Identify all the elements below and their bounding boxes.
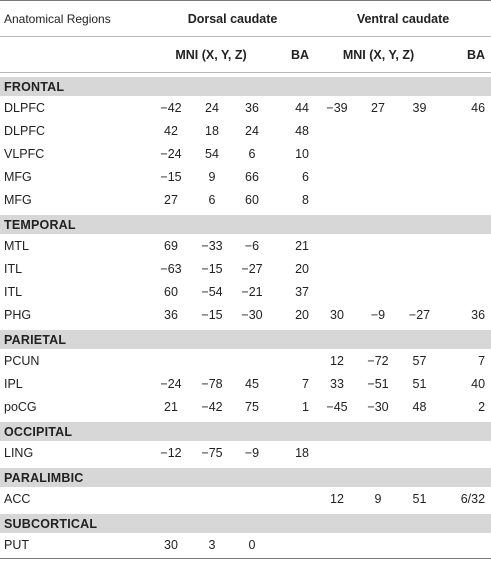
section-header-row: [0, 215, 491, 234]
ventral-z-cell: 48: [412, 399, 427, 414]
ventral-x-cell: 33: [330, 376, 344, 391]
dorsal-z-cell: 75: [245, 399, 259, 414]
dorsal-x-cell: 42: [164, 123, 178, 138]
dorsal-ba-header: BA: [290, 47, 309, 62]
ventral-ba-cell: [442, 533, 491, 556]
region-cell: PCUN: [4, 353, 40, 368]
dorsal-z-cell: 0: [248, 537, 256, 552]
ventral-y-cell: [359, 533, 397, 556]
dorsal-y-cell: [192, 349, 232, 372]
dorsal-y-cell: −78: [201, 376, 223, 391]
ventral-ba-cell: [442, 142, 491, 165]
table-row: [0, 349, 491, 372]
dorsal-x-cell: −12: [160, 445, 182, 460]
dorsal-y-cell: 6: [208, 192, 216, 207]
dorsal-ba-cell: 8: [302, 192, 309, 207]
section-title: PARALIMBIC: [0, 468, 491, 487]
dorsal-y-cell: 18: [205, 123, 219, 138]
header-row-groups: [0, 1, 491, 37]
ventral-x-cell: [315, 280, 359, 303]
section-header-row: [0, 422, 491, 441]
region-cell: MTL: [4, 238, 29, 253]
ventral-ba-cell: [442, 441, 491, 464]
section-title: PARIETAL: [0, 330, 491, 349]
ventral-y-cell: −72: [367, 353, 389, 368]
dorsal-z-cell: −21: [241, 284, 263, 299]
dorsal-x-cell: 21: [164, 399, 178, 414]
ventral-ba-cell: [442, 257, 491, 280]
section-title: TEMPORAL: [0, 215, 491, 234]
ventral-y-cell: −9: [370, 307, 386, 322]
ventral-z-cell: [397, 188, 442, 211]
ventral-ba-cell: [442, 280, 491, 303]
ventral-z-cell: [397, 142, 442, 165]
dorsal-ba-cell: 7: [302, 376, 309, 391]
ventral-z-cell: 51: [412, 376, 427, 391]
ventral-ba-cell: [442, 165, 491, 188]
region-cell: ACC: [4, 491, 31, 506]
dorsal-y-cell: [192, 487, 232, 510]
ventral-ba-cell: 6/32: [460, 491, 486, 506]
ventral-ba-cell: 2: [478, 399, 486, 414]
ventral-z-cell: [397, 441, 442, 464]
ventral-x-cell: [315, 533, 359, 556]
ventral-y-cell: [359, 441, 397, 464]
table-row: [0, 165, 491, 188]
dorsal-z-cell: [232, 349, 272, 372]
region-column-header: Anatomical Regions: [4, 11, 111, 26]
table-row: [0, 533, 491, 556]
ventral-y-cell: −30: [367, 399, 389, 414]
ventral-y-cell: 27: [371, 100, 385, 115]
table-row: [0, 395, 491, 418]
section-header-row: [0, 514, 491, 533]
table-row: [0, 234, 491, 257]
dorsal-x-cell: −42: [160, 100, 182, 115]
ventral-z-cell: [397, 234, 442, 257]
ventral-caudate-header: Ventral caudate: [356, 11, 450, 26]
ventral-z-cell: [397, 533, 442, 556]
ventral-z-cell: [397, 119, 442, 142]
dorsal-ba-cell: 37: [295, 284, 309, 299]
dorsal-z-cell: 66: [245, 169, 259, 184]
ventral-y-cell: [359, 280, 397, 303]
region-cell: DLPFC: [4, 100, 45, 115]
dorsal-x-cell: 36: [164, 307, 178, 322]
ventral-y-cell: [359, 188, 397, 211]
dorsal-ba-cell: 20: [295, 307, 309, 322]
dorsal-x-cell: [150, 349, 192, 372]
dorsal-z-cell: [232, 487, 272, 510]
table-row: [0, 257, 491, 280]
dorsal-x-cell: 30: [164, 537, 178, 552]
dorsal-y-cell: −15: [201, 307, 223, 322]
dorsal-ba-cell: [272, 533, 315, 556]
ventral-y-cell: [359, 257, 397, 280]
section-header-row: [0, 468, 491, 487]
region-cell: PHG: [4, 307, 32, 322]
dorsal-ba-cell: 10: [295, 146, 309, 161]
dorsal-x-cell: −63: [160, 261, 182, 276]
ventral-x-cell: 12: [330, 491, 344, 506]
table-row: [0, 188, 491, 211]
ventral-ba-cell: 40: [471, 376, 486, 391]
region-cell: ITL: [4, 261, 23, 276]
ventral-x-cell: −39: [326, 100, 348, 115]
dorsal-mni-header: MNI (X, Y, Z): [175, 47, 247, 62]
dorsal-caudate-header: Dorsal caudate: [187, 11, 278, 26]
ventral-z-cell: 51: [412, 491, 427, 506]
dorsal-x-cell: −15: [160, 169, 182, 184]
section-title: FRONTAL: [0, 77, 491, 96]
section-header-row: [0, 330, 491, 349]
ventral-ba-cell: [442, 234, 491, 257]
table-row: [0, 303, 491, 326]
ventral-x-cell: 30: [330, 307, 344, 322]
ventral-x-cell: [315, 188, 359, 211]
table-row: [0, 372, 491, 395]
ventral-mni-header: MNI (X, Y, Z): [342, 47, 415, 62]
ventral-x-cell: [315, 441, 359, 464]
dorsal-y-cell: −42: [201, 399, 223, 414]
ventral-x-cell: 12: [330, 353, 344, 368]
region-cell: MFG: [4, 192, 32, 207]
region-cell: poCG: [4, 399, 37, 414]
ventral-z-cell: 39: [412, 100, 427, 115]
dorsal-ba-cell: 20: [295, 261, 309, 276]
dorsal-y-cell: 24: [205, 100, 219, 115]
region-cell: MFG: [4, 169, 32, 184]
ventral-ba-cell: [442, 188, 491, 211]
dorsal-z-cell: 36: [245, 100, 259, 115]
ventral-z-cell: 57: [412, 353, 427, 368]
dorsal-y-cell: 54: [205, 146, 219, 161]
ventral-x-cell: −45: [326, 399, 348, 414]
ventral-ba-header: BA: [466, 47, 486, 62]
table-row: [0, 441, 491, 464]
ventral-z-cell: [397, 280, 442, 303]
region-cell: LING: [4, 445, 34, 460]
dorsal-ba-cell: [272, 487, 315, 510]
dorsal-z-cell: −9: [244, 445, 260, 460]
ventral-y-cell: [359, 119, 397, 142]
dorsal-y-cell: 9: [208, 169, 216, 184]
table-row: [0, 96, 491, 119]
table-row: [0, 142, 491, 165]
dorsal-z-cell: 60: [245, 192, 259, 207]
dorsal-z-cell: 6: [248, 146, 256, 161]
dorsal-z-cell: −27: [241, 261, 263, 276]
dorsal-y-cell: −75: [201, 445, 223, 460]
section-title: SUBCORTICAL: [0, 514, 491, 533]
ventral-y-cell: [359, 234, 397, 257]
dorsal-z-cell: 24: [245, 123, 259, 138]
dorsal-y-cell: −15: [201, 261, 223, 276]
region-cell: ITL: [4, 284, 23, 299]
ventral-x-cell: [315, 165, 359, 188]
region-cell: IPL: [4, 376, 23, 391]
ventral-y-cell: [359, 142, 397, 165]
ventral-x-cell: [315, 119, 359, 142]
dorsal-y-cell: −33: [201, 238, 223, 253]
region-cell: DLPFC: [4, 123, 45, 138]
region-cell: VLPFC: [4, 146, 45, 161]
table-bottom-rule: [0, 558, 491, 559]
dorsal-x-cell: 27: [164, 192, 178, 207]
dorsal-x-cell: −24: [160, 146, 182, 161]
ventral-ba-cell: 7: [478, 353, 486, 368]
ventral-y-cell: [359, 165, 397, 188]
dorsal-x-cell: 69: [164, 238, 178, 253]
ventral-x-cell: [315, 257, 359, 280]
dorsal-ba-cell: 6: [302, 169, 309, 184]
ventral-x-cell: [315, 234, 359, 257]
ventral-y-cell: −51: [367, 376, 389, 391]
ventral-x-cell: [315, 142, 359, 165]
dorsal-ba-cell: 44: [295, 100, 309, 115]
section-header-row: [0, 77, 491, 96]
dorsal-ba-cell: 48: [295, 123, 309, 138]
ventral-z-cell: −27: [408, 307, 431, 322]
dorsal-y-cell: −54: [201, 284, 223, 299]
dorsal-x-cell: [150, 487, 192, 510]
table-row: [0, 487, 491, 510]
header-row-subcolumns: [0, 37, 491, 73]
dorsal-ba-cell: [272, 349, 315, 372]
ventral-z-cell: [397, 165, 442, 188]
dorsal-x-cell: 60: [164, 284, 178, 299]
table-row: [0, 119, 491, 142]
dorsal-z-cell: 45: [245, 376, 259, 391]
dorsal-x-cell: −24: [160, 376, 182, 391]
ventral-ba-cell: 36: [471, 307, 486, 322]
dorsal-ba-cell: 18: [295, 445, 309, 460]
ventral-ba-cell: 46: [471, 100, 486, 115]
dorsal-z-cell: −6: [244, 238, 260, 253]
dorsal-ba-cell: 21: [295, 238, 309, 253]
section-title: OCCIPITAL: [0, 422, 491, 441]
table-body: [0, 73, 491, 557]
table-row: [0, 280, 491, 303]
ventral-y-cell: 9: [374, 491, 382, 506]
dorsal-y-cell: 3: [208, 537, 216, 552]
dorsal-z-cell: −30: [241, 307, 263, 322]
region-cell: PUT: [4, 537, 29, 552]
ventral-z-cell: [397, 257, 442, 280]
dorsal-ba-cell: 1: [302, 399, 309, 414]
ventral-ba-cell: [442, 119, 491, 142]
